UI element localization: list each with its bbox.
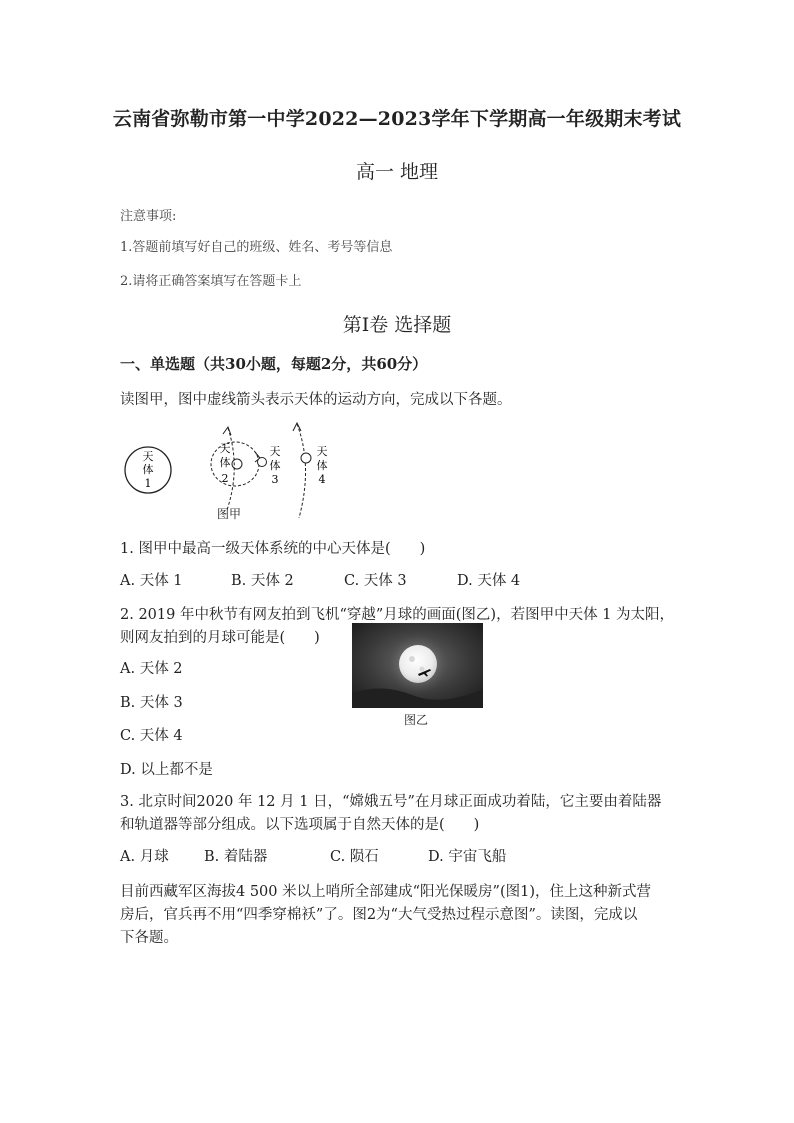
note-item-2: 2.请将正确答案填写在答题卡上 <box>120 274 302 289</box>
intro-paragraph-1: 读图甲，图中虚线箭头表示天体的运动方向，完成以下各题。 <box>120 392 512 408</box>
body-2-label-2: 体 <box>219 456 231 469</box>
body-3-label-1: 天 <box>269 445 281 458</box>
notes-heading: 注意事项: <box>120 209 177 224</box>
body-4-label-3: 4 <box>318 473 326 486</box>
figure-yi-moon-photo <box>352 623 483 708</box>
question-3-stem-line-1: 3. 北京时间2020 年 12 月 1 日，“嫦娥五号”在月球正面成功着陆，它主要由着陆器 <box>120 794 662 810</box>
note-item-1: 1.答题前填写好自己的班级、姓名、考号等信息 <box>120 240 393 255</box>
question-2-stem-line-1: 2. 2019 年中秋节有网友拍到飞机“穿越”月球的画面(图乙)，若图甲中天体 1 为太阳， <box>120 607 675 623</box>
part-heading: 一、单选题（共30小题，每题2分，共60分） <box>120 355 428 373</box>
figure-yi-caption: 图乙 <box>404 713 429 727</box>
body-3-label-3: 3 <box>271 473 279 486</box>
figure-jia-caption: 图甲 <box>217 507 242 521</box>
section-title: 第Ⅰ卷 选择题 <box>342 314 452 336</box>
body-1-label-2: 体 <box>142 463 154 476</box>
body-3-circle <box>258 458 267 467</box>
moon-crater <box>409 656 415 662</box>
q2-option-d: D. 以上都不是 <box>120 762 213 778</box>
q1-option-d: D. 天体 4 <box>457 573 521 589</box>
q2-option-c: C. 天体 4 <box>120 728 183 744</box>
q1-option-a: A. 天体 1 <box>120 573 183 589</box>
intro-paragraph-2-line-1: 目前西藏军区海拔4 500 米以上哨所全部建成“阳光保暖房”(图1)，住上这种新式营 <box>120 884 651 900</box>
q2-option-a: A. 天体 2 <box>120 661 183 677</box>
body-4-label-2: 体 <box>316 459 328 472</box>
q3-option-b: B. 着陆器 <box>204 849 268 865</box>
intro-paragraph-2-line-3: 下各题。 <box>120 930 178 946</box>
q3-option-d: D. 宇宙飞船 <box>428 849 507 865</box>
body-2-label-3: 2 <box>221 472 229 485</box>
body-2-label-1: 天 <box>219 442 231 455</box>
body-1-label-3: 1 <box>144 477 152 490</box>
body-4-label-1: 天 <box>316 445 328 458</box>
exam-subtitle: 高一 地理 <box>355 161 439 183</box>
q1-option-b: B. 天体 2 <box>231 573 294 589</box>
body-3-label-2: 体 <box>269 459 281 472</box>
q3-option-c: C. 陨石 <box>330 849 379 865</box>
q1-option-c: C. 天体 3 <box>344 573 407 589</box>
arc-2 <box>227 428 234 510</box>
body-1-label-1: 天 <box>142 450 154 463</box>
body-4-circle <box>301 453 311 463</box>
moon-icon <box>399 645 437 683</box>
q2-option-b: B. 天体 3 <box>120 695 183 711</box>
body-2-circle <box>232 459 242 469</box>
exam-title: 云南省弥勒市第一中学2022—2023学年下学期高一年级期末考试 <box>112 108 682 130</box>
moon-crater <box>420 667 425 672</box>
intro-paragraph-2-line-2: 房后，官兵再不用“四季穿棉袄”了。图2为“大气受热过程示意图”。读图，完成以 <box>120 907 638 923</box>
question-3-stem-line-2: 和轨道器等部分组成。以下选项属于自然天体的是( ) <box>120 817 480 833</box>
question-2-stem-line-2: 则网友拍到的月球可能是( ) <box>120 630 320 646</box>
question-1-stem: 1. 图甲中最高一级天体系统的中心天体是( ) <box>120 541 426 557</box>
q3-option-a: A. 月球 <box>120 849 169 865</box>
arc-4 <box>297 424 306 518</box>
